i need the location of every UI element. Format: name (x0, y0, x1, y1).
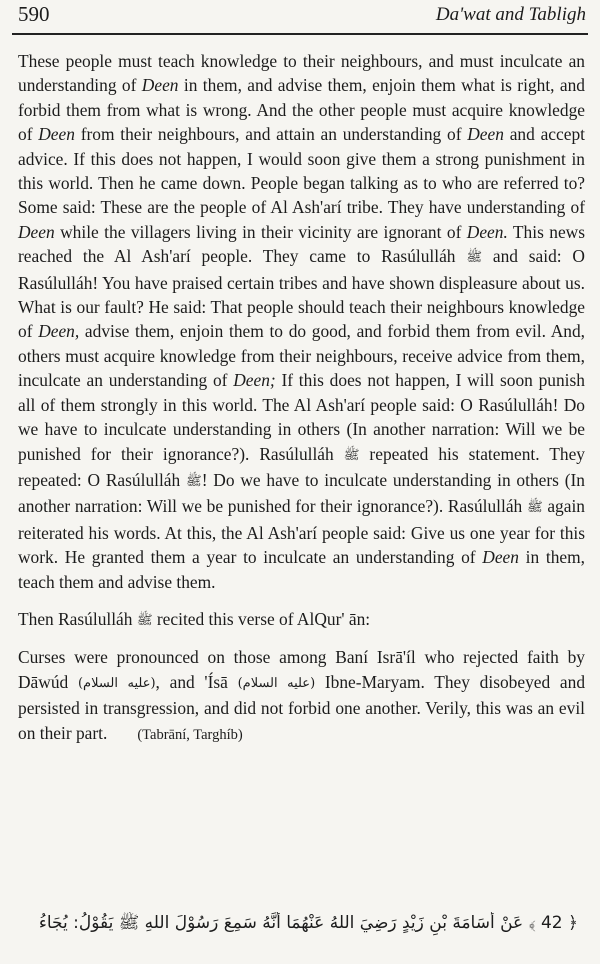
salutation-symbol: ﷺ (343, 447, 360, 463)
alaihissalam-symbol: (عليه السلام) (77, 675, 156, 691)
page-header (18, 0, 586, 34)
salutation-symbol: ﷺ (186, 473, 202, 489)
running-head: Da'wat and Tabligh (435, 4, 586, 25)
term-deen: Deen (38, 124, 75, 145)
verse-intro: Then Rasúlulláh ﷺ recited this verse of AlQur' ān: (18, 608, 371, 629)
hadith-paragraph: These people must teach knowledge to their neighbours, and must inculcate an understanding of Deen in them, and advise them, enjoin them what is right, and forbid them from what is wrong. And the other people must acquire knowledge of Deen from their neighbours, and attain an understanding of Deen and accept advice. If this does not happen, I would soon give them a strong punishment in this world. Then he came down. People began talking as to who are referred to? Some said: These are the people of Al Ash'arí tribe. They have understanding of Deen while the villagers living in their vicinity are ignorant of Deen. This news reached the Al Ash'arí people. They came to Rasúlulláh ﷺ and said: O Rasúlulláh! You have praised certain tribes and have shown displeasure about us. What is our fault? He said: That people should teach their neighbours knowledge of Deen, advise them, enjoin them to do good, and forbid them from evil. And, others must acquire knowledge from their neighbours, receive advice from them, inculcate an understanding of Deen; If this does not happen, I will soon punish all of them strongly in this world. The Al Ash'arí people said: O Rasúlulláh! Do we have to inculcate understanding in others (In another narration: Will we be punished for their ignorance?). Rasúlulláh ﷺ repeated his statement. They repeated: O Rasúlulláh ﷺ! Do we have to inculcate understanding in others (In another narration: Will we be punished for their ignorance?). Rasúlulláh ﷺ again reiterated his words. At this, the Al Ash'arí people said: Give us one year for this work. He granted them a year to inculcate an understanding of Deen in them, teach them and advise them. (18, 51, 586, 592)
quran-verse-translation: Curses were pronounced on those among Baní Isrā'íl who rejected faith by Dāwúd (عليه السلام), and 'Ísā (عليه السلام) Ibne-Maryam. They disobeyed and persisted in transgression, and did not forbid one another. Verily, this was an evil on their part. (Tabrāní, Targhíb) (18, 647, 586, 743)
arabic-hadith-line: ﴿ 42 ﴾ عَنْ أُسَامَةَ بْنِ زَيْدٍ رَضِيَ اللهُ عَنْهُمَا أَنَّهُ سَمِعَ رَسُوْلَ اللهِ ﷺ يَقُوْلُ: يُجَاءُ (38, 913, 578, 933)
salutation-symbol: ﷺ (136, 612, 153, 628)
term-deen: Deen. (466, 221, 508, 242)
term-deen: Deen (482, 547, 519, 568)
term-deen: Deen (141, 75, 179, 96)
term-deen: Deen, (38, 321, 80, 342)
term-deen: Deen (467, 124, 504, 145)
header-rule (12, 33, 588, 35)
salutation-symbol: ﷺ (466, 250, 483, 266)
body-text (18, 49, 585, 747)
source-citation: (Tabrāní, Targhíb) (137, 726, 243, 743)
term-deen: Deen; (233, 370, 276, 391)
alaihissalam-symbol: (عليه السلام) (237, 675, 316, 691)
salutation-symbol: ﷺ (526, 500, 543, 516)
term-deen: Deen (18, 221, 55, 242)
page-number: 590 (18, 2, 50, 26)
